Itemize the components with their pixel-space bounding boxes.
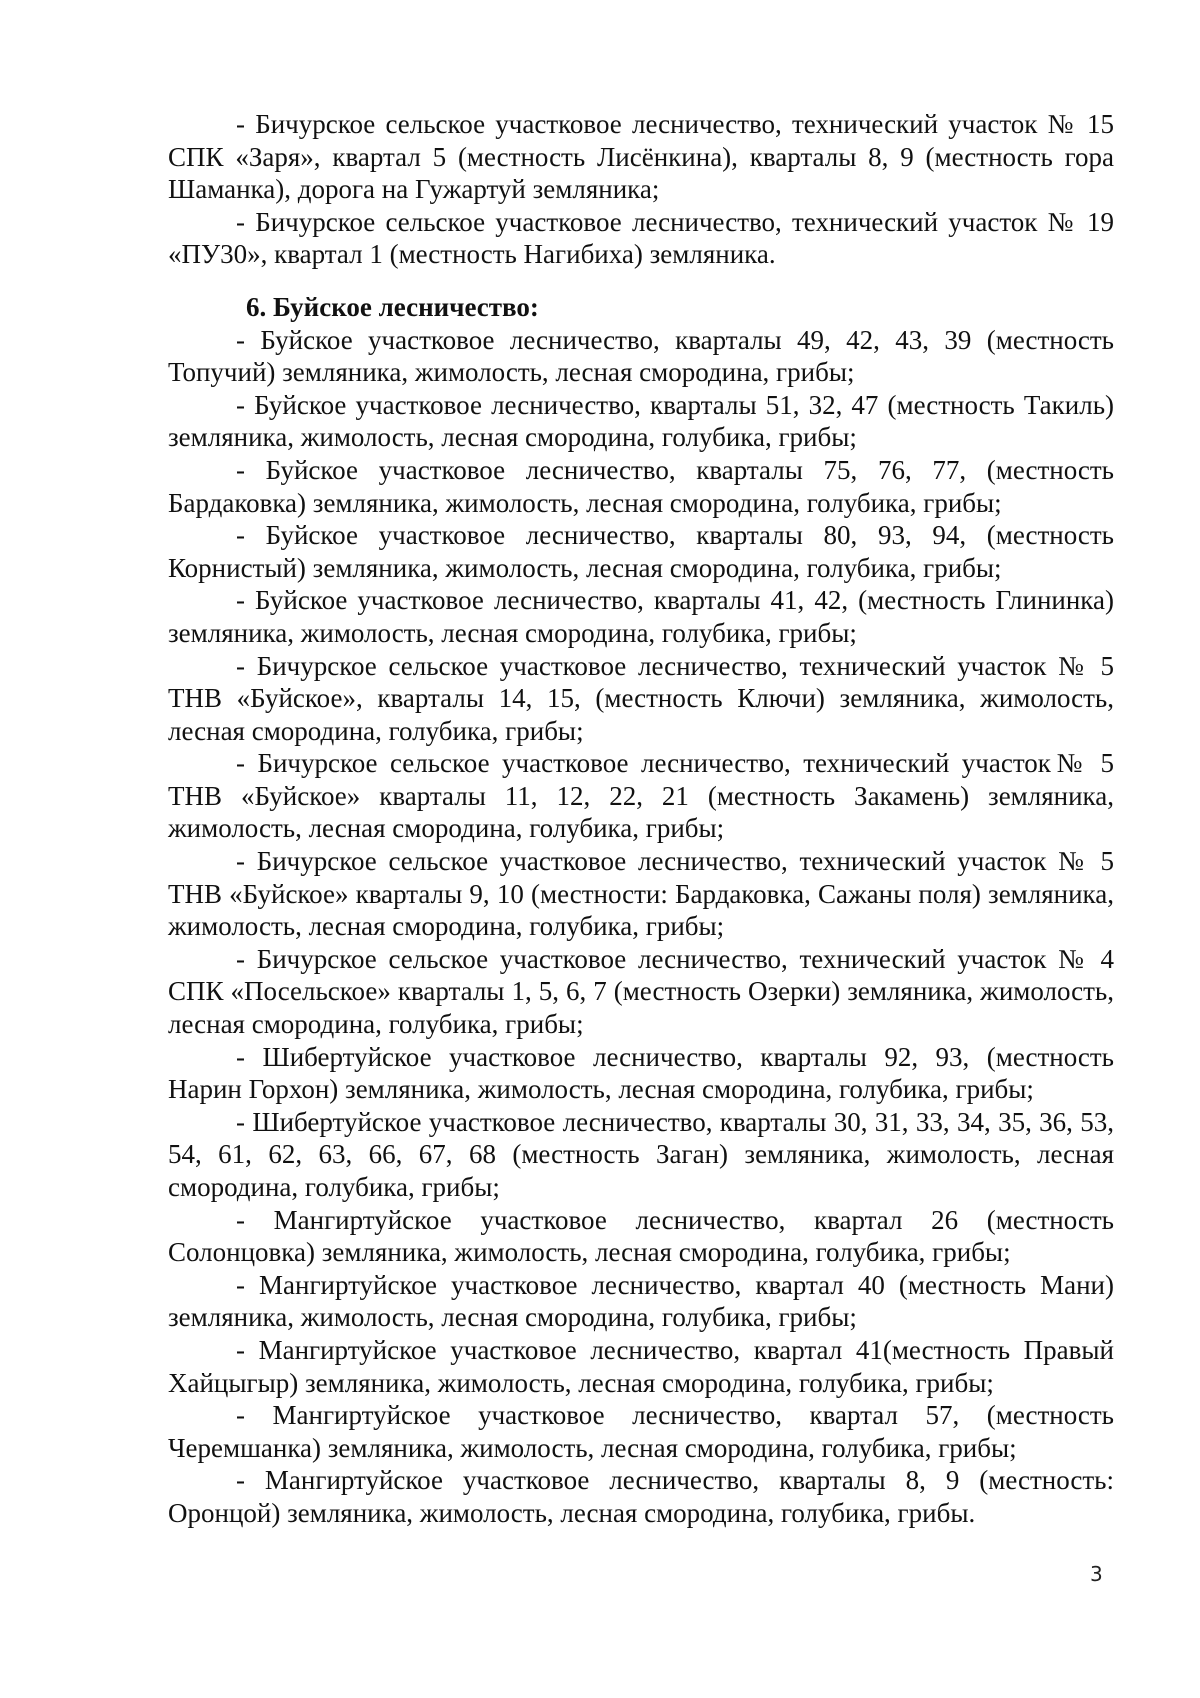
paragraph-buy-glininka: - Буйское участковое лесничество, кварталы 41, 42, (местность Глининка) земляника, жимолость, лесная смородина, голубика, грибы; [168, 585, 1114, 648]
paragraph-buy-bardakovka: - Буйское участковое лесничество, кварталы 75, 76, 77, (местность Бардаковка) земляника, жимолость, лесная смородина, голубика, грибы; [168, 454, 1114, 518]
paragraph-bichura-ozerki: - Бичурское сельское участковое лесничество, технический участок № 4 СПК «Посельское» кварталы 1, 5, 6, 7 (местность Озерки) земляника, жимолость, лесная смородина, голубика, грибы; [168, 943, 1114, 1040]
paragraph-bichura-pu30: - Бичурское сельское участковое лесничество, технический участок № 19 «ПУ30», квартал 1 (местность Нагибиха) земляника. [168, 206, 1114, 270]
paragraph-mangirtuy-orontsoy: - Мангиртуйское участковое лесничество, кварталы 8, 9 (местность: Оронцой) земляника, жимолость, лесная смородина, голубика, грибы. [168, 1465, 1114, 1528]
page-number: 3 [1090, 1562, 1103, 1586]
paragraph-buy-takil: - Буйское участковое лесничество, кварталы 51, 32, 47 (местность Такиль) земляника, жимолость, лесная смородина, голубика, грибы; [168, 389, 1114, 453]
paragraph-bichura-zarya: - Бичурское сельское участковое лесничество, технический участок № 15 СПК «Заря», квартал 5 (местность Лисёнкина), кварталы 8, 9 (местность гора Шаманка), дорога на Гужартуй земляника; [168, 109, 1114, 205]
paragraph-buy-kornistyy: - Буйское участковое лесничество, кварталы 80, 93, 94, (местность Корнистый) земляника, жимолость, лесная смородина, голубика, грибы; [168, 520, 1114, 583]
paragraph-mangirtuy-solontsovka: - Мангиртуйское участковое лесничество, квартал 26 (местность Солонцовка) земляника, жимолость, лесная смородина, голубика, грибы; [168, 1204, 1114, 1268]
paragraph-mangirtuy-khaytsygyr: - Мангиртуйское участковое лесничество, квартал 41(местность Правый Хайцыгыр) земляника, жимолость, лесная смородина, голубика, грибы; [168, 1334, 1114, 1398]
paragraph-bichura-sazhany: - Бичурское сельское участковое лесничество, технический участок № 5 ТНВ «Буйское» кварталы 9, 10 (местности: Бардаковка, Сажаны поля) земляника, жимолость, лесная смородина, голубика, грибы; [168, 846, 1114, 942]
paragraph-mangirtuy-mani: - Мангиртуйское участковое лесничество, квартал 40 (местность Мани) земляника, жимолость, лесная смородина, голубика, грибы; [168, 1269, 1114, 1333]
document-body [168, 108, 1114, 1530]
paragraph-mangirtuy-cheremshanka: - Мангиртуйское участковое лесничество, квартал 57, (местность Черемшанка) земляника, жимолость, лесная смородина, голубика, грибы; [168, 1400, 1114, 1463]
paragraph-bichura-klyuchi: - Бичурское сельское участковое лесничество, технический участок № 5 ТНВ «Буйское», кварталы 14, 15, (местность Ключи) земляника, жимолость, лесная смородина, голубика, грибы; [168, 650, 1114, 746]
paragraph-bichura-zakamen: - Бичурское сельское участковое лесничество, технический участок№ 5 ТНВ «Буйское» кварталы 11, 12, 22, 21 (местность Закамень) земляника, жимолость, лесная смородина, голубика, грибы; [168, 748, 1114, 844]
paragraph-shibertuy-zagan: - Шибертуйское участковое лесничество, кварталы 30, 31, 33, 34, 35, 36, 53, 54, 61, 62, 63, 66, 67, 68 (местность Заган) земляника, жимолость, лесная смородина, голубика, грибы; [168, 1106, 1114, 1202]
section-heading: 6. Буйское лесничество: [246, 291, 539, 322]
paragraph-shibertuy-narin: - Шибертуйское участковое лесничество, кварталы 92, 93, (местность Нарин Горхон) земляника, жимолость, лесная смородина, голубика, грибы; [168, 1041, 1114, 1105]
paragraph-buy-topuchiy: - Буйское участковое лесничество, кварталы 49, 42, 43, 39 (местность Топучий) земляника, жимолость, лесная смородина, грибы; [168, 324, 1114, 388]
